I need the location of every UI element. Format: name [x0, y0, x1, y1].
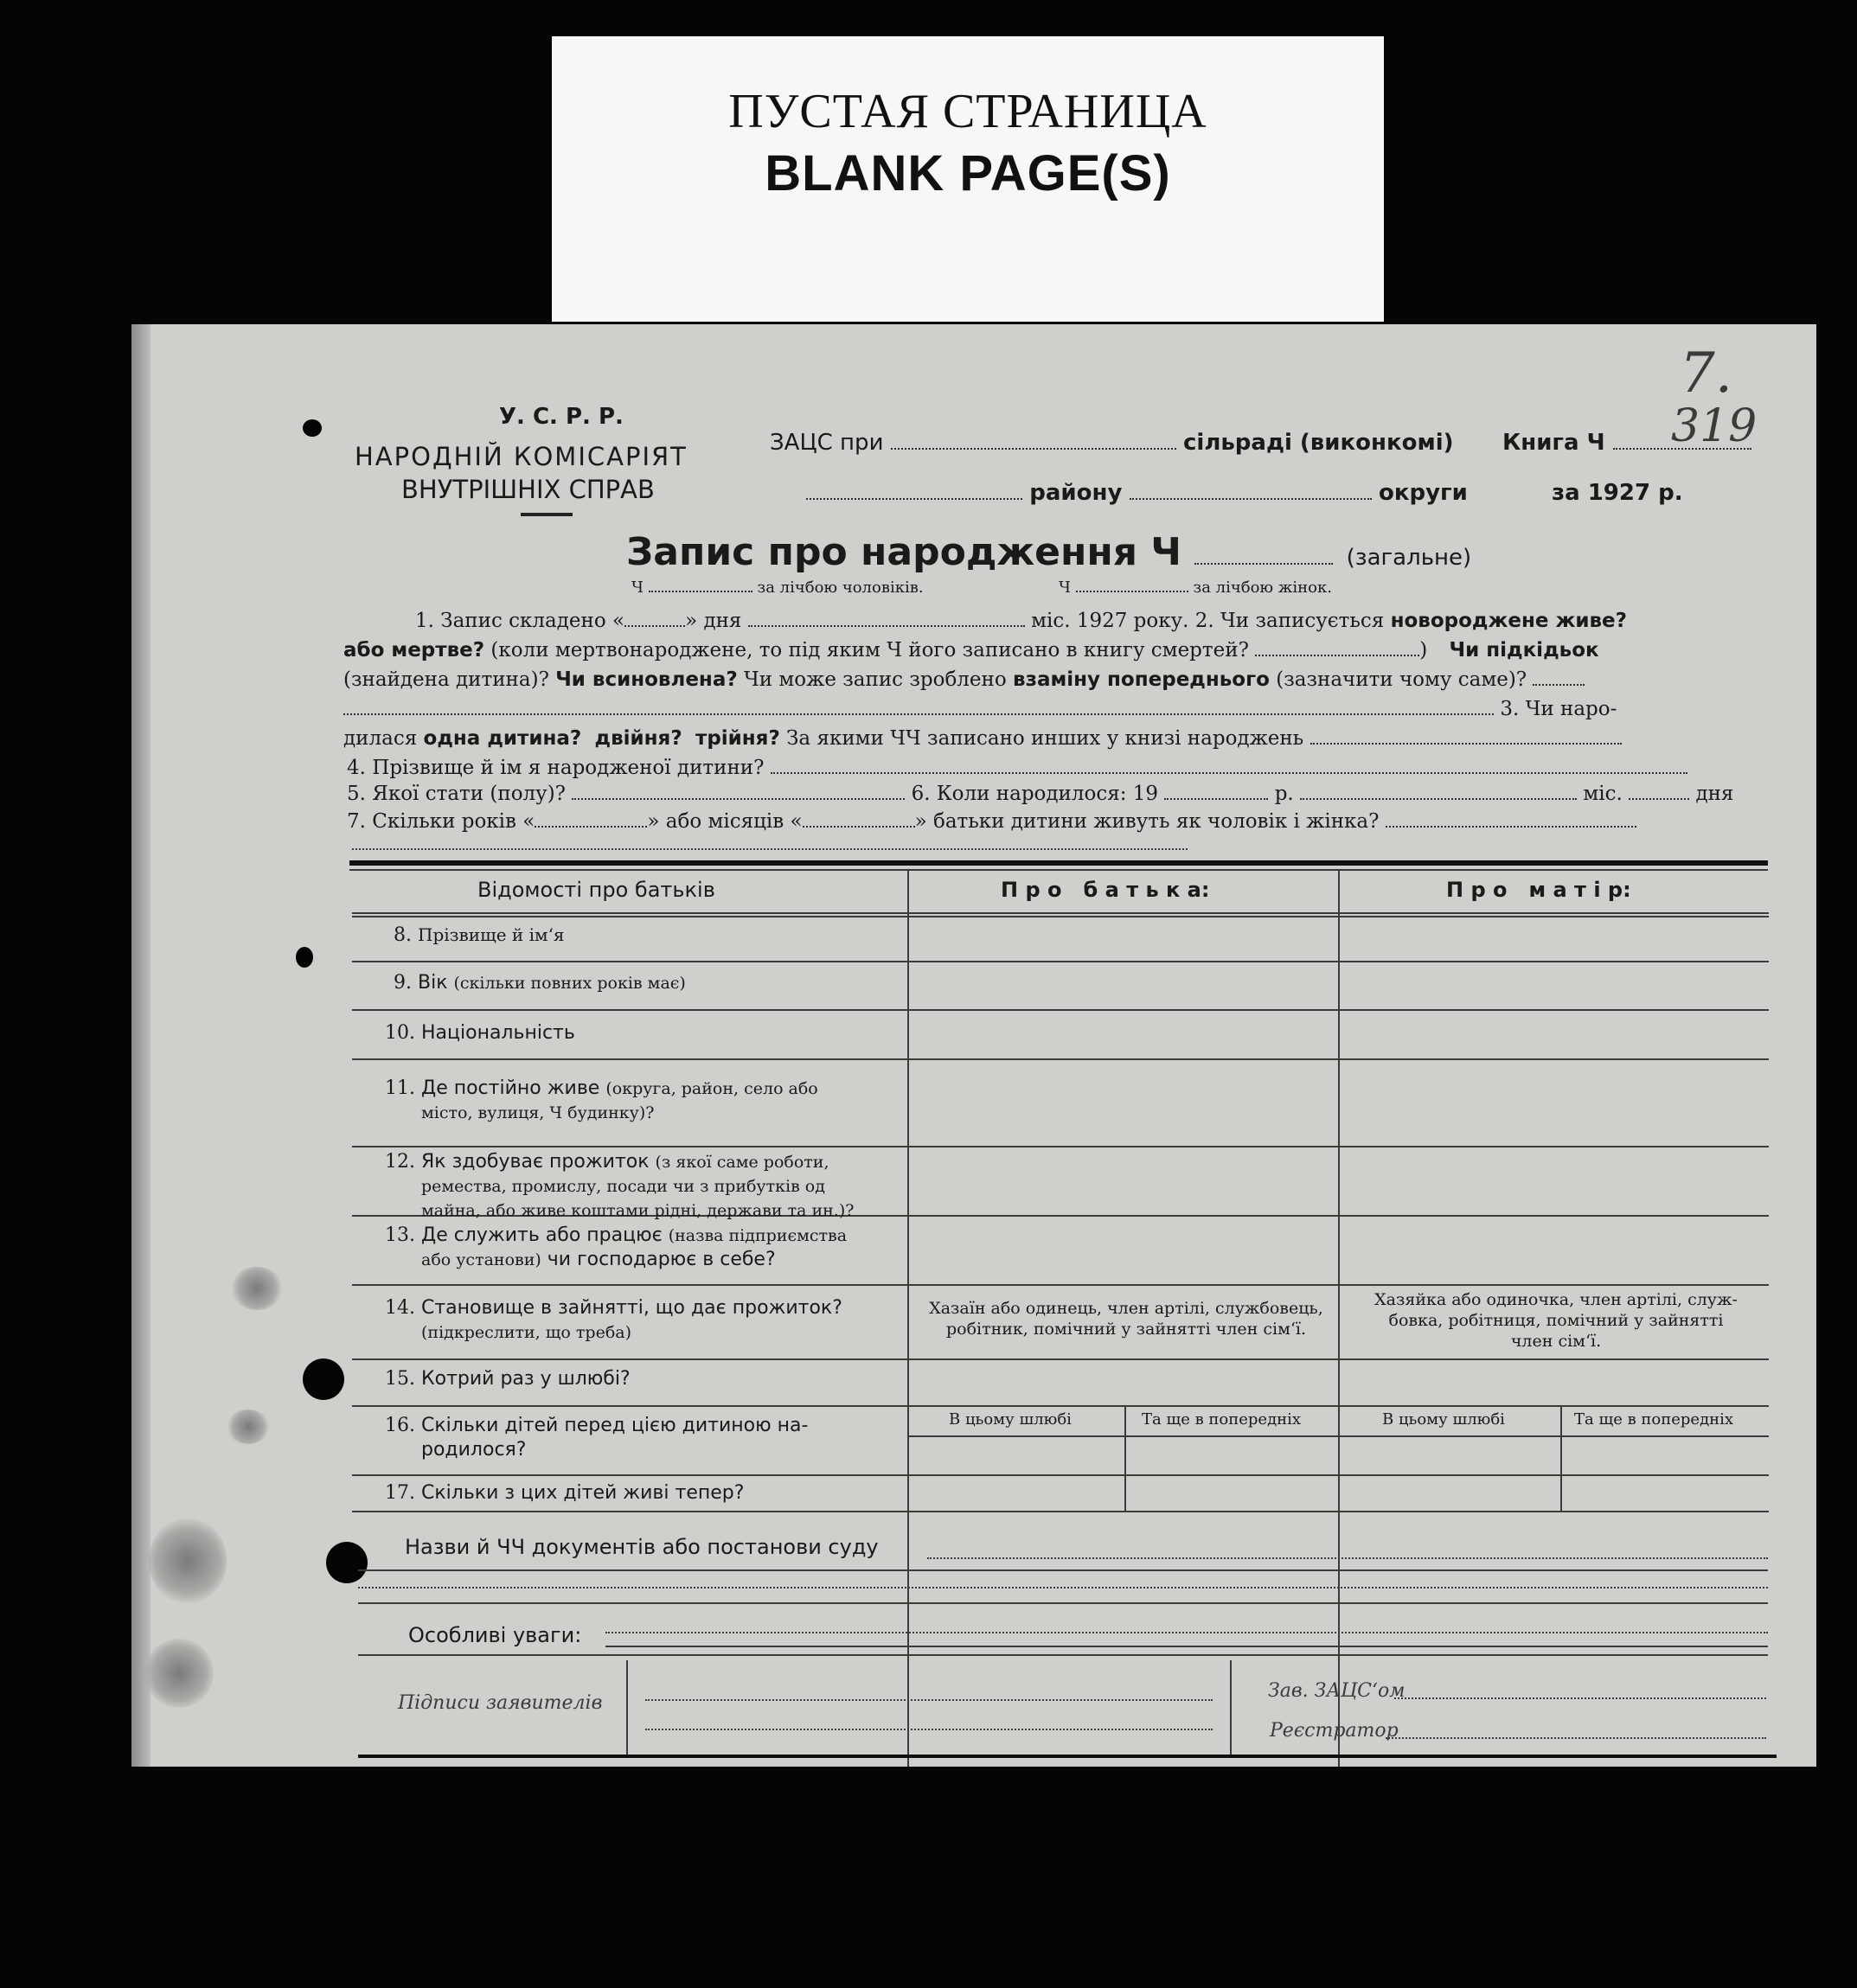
- row-rule: [352, 1358, 1769, 1360]
- stain: [227, 1409, 270, 1444]
- q7-month-suffix: міс.: [1583, 783, 1623, 805]
- form-title-general: (загальне): [1346, 545, 1472, 571]
- q1-day-field[interactable]: [624, 624, 685, 627]
- raionu-text: району: [1029, 480, 1123, 506]
- row-16-note: родилося?: [421, 1439, 527, 1461]
- row-8-number: 8.: [394, 924, 412, 946]
- district-line: [806, 480, 1468, 506]
- row-15-number: 15.: [385, 1368, 415, 1390]
- punch-hole: [326, 1542, 368, 1583]
- notes-rule: [605, 1646, 1768, 1647]
- q7-year-field[interactable]: [1164, 797, 1268, 800]
- silradi-text: сільраді (виконкомі): [1183, 430, 1454, 456]
- q8-couple-text: » батьки дитини живуть як чоловік і жінка?: [914, 810, 1380, 833]
- table-top-rule: [349, 860, 1768, 866]
- q1-line: [415, 610, 1627, 632]
- book-text: Книга Ч: [1502, 430, 1605, 456]
- row-14-note: (підкреслити, що треба): [421, 1323, 632, 1342]
- documents-label: Назви й ЧЧ документів або постанови суду: [405, 1535, 879, 1559]
- applicant-signature-line-1[interactable]: [645, 1699, 1213, 1701]
- q8-months-field[interactable]: [803, 825, 915, 828]
- row-8: [394, 923, 565, 948]
- row-15-label: Котрий раз у шлюбі?: [421, 1368, 631, 1390]
- q3-line: [343, 668, 1585, 691]
- row-rule: [352, 1058, 1769, 1060]
- row-8-label: Прізвище й ім‘я: [418, 924, 565, 945]
- q1-text-c: міс. 1927 року. 2. Чи записується: [1031, 610, 1385, 632]
- row-rule: [352, 1146, 1769, 1147]
- men-ch: Ч: [631, 579, 644, 597]
- q3-reason-field-2[interactable]: [343, 713, 1494, 715]
- row-13-label: Де служить або працює: [421, 1224, 663, 1246]
- notes-rule-2: [358, 1654, 1768, 1656]
- col-header-father: П р о б а т ь к а:: [1001, 878, 1210, 902]
- father-status-line-2: робітник, помічний у зайнятті член сім‘ї.: [945, 1320, 1307, 1339]
- q5-others-text: За якими ЧЧ записано инших у книзі народжень: [786, 727, 1304, 750]
- q3-reason-text: (зазначити чому саме)?: [1276, 668, 1527, 691]
- subcol-divider-father: [1124, 1405, 1126, 1511]
- father-prev-marriage: Та ще в попередніх: [1142, 1410, 1302, 1429]
- applicant-signature-line-2[interactable]: [645, 1729, 1213, 1730]
- punch-hole: [303, 419, 322, 437]
- q5-born-text: дилася: [343, 727, 418, 750]
- men-count-field[interactable]: [649, 590, 752, 592]
- q7-day-suffix: дня: [1695, 783, 1734, 805]
- row-12: [385, 1150, 854, 1223]
- row-12-note: (з якої саме роботи,: [655, 1153, 829, 1172]
- q7-year-suffix: р.: [1274, 783, 1294, 805]
- col-header-parents: Відомості про батьків: [477, 878, 715, 902]
- women-count-text: за лічбою жінок.: [1193, 579, 1332, 597]
- father-status-options[interactable]: [919, 1298, 1334, 1339]
- q1-month-field[interactable]: [748, 624, 1025, 627]
- mother-status-options[interactable]: [1344, 1289, 1768, 1352]
- row-11-note: (округа, район, село або: [605, 1079, 818, 1098]
- q1-text-a: 1. Запис складено «: [415, 610, 625, 632]
- okrugy-text: округи: [1378, 480, 1468, 506]
- row-13-note2b: чи господарює в себе?: [547, 1249, 776, 1270]
- district-field[interactable]: [806, 497, 1022, 500]
- q8-years-field[interactable]: [535, 825, 647, 828]
- q8-line: [347, 810, 1636, 833]
- row-15: [385, 1367, 631, 1391]
- q8-years-text: 7. Скільки років «: [347, 810, 535, 833]
- record-number-field[interactable]: [1194, 562, 1333, 565]
- commissariat-line-2: ВНУТРІШНІХ СПРАВ: [401, 475, 655, 504]
- row-13-number: 13.: [385, 1224, 415, 1246]
- row-12-note3: майна, або живе коштами рідні, держави та ин.)?: [421, 1201, 855, 1220]
- notes-label: Особливі уваги:: [408, 1623, 582, 1647]
- birth-record-form: [131, 324, 1816, 1767]
- q7-born-when-text: 6. Коли народилося: 19: [911, 783, 1159, 805]
- documents-rule: [358, 1569, 1768, 1571]
- signature-divider-left: [626, 1660, 628, 1757]
- subcol-divider-mother: [1560, 1405, 1562, 1511]
- col-header-mother: П р о м а т і р:: [1446, 878, 1631, 902]
- q5-triplets-text: трійня?: [695, 727, 780, 750]
- row-13-note2: або установи): [421, 1250, 541, 1269]
- row-17-number: 17.: [385, 1482, 415, 1504]
- zacs-head-signature[interactable]: [1394, 1697, 1766, 1699]
- mother-status-line-1: Хазяйка або одиночка, член артілі, служ-: [1374, 1290, 1738, 1309]
- handwritten-book-number: 319: [1671, 400, 1758, 452]
- q5-single-text: одна дитина?: [423, 727, 582, 750]
- q4-line: [343, 698, 1617, 720]
- q7-sex-text: 5. Якої стати (полу)?: [347, 783, 566, 805]
- row-13: [385, 1224, 847, 1272]
- documents-field: [927, 1557, 1768, 1559]
- row-12-number: 12.: [385, 1151, 415, 1173]
- row-rule: [352, 1405, 1769, 1407]
- row-rule: [352, 1511, 1769, 1512]
- women-count-field[interactable]: [1076, 590, 1188, 592]
- form-title-text: Запис про народження Ч: [626, 530, 1181, 574]
- stain: [149, 1518, 227, 1604]
- row-11-note2: місто, вулиця, Ч будинку)?: [421, 1103, 655, 1122]
- notes-field: [605, 1632, 1768, 1633]
- q8-extra-line: [352, 848, 1188, 850]
- row-11: [385, 1077, 818, 1125]
- handwritten-page-number: 7.: [1680, 342, 1733, 406]
- punch-hole: [296, 947, 313, 968]
- subheader-rule-father: [908, 1435, 1338, 1437]
- q2-death-number-field[interactable]: [1255, 654, 1419, 656]
- year-label: за 1927 р.: [1552, 480, 1683, 506]
- q7-month-field[interactable]: [1300, 797, 1577, 800]
- q6-line: [343, 757, 1687, 779]
- q5-twins-text: двійня?: [594, 727, 682, 750]
- q7-day-field[interactable]: [1629, 797, 1689, 800]
- signature-divider-right: [1230, 1660, 1232, 1757]
- row-12-note2: ремества, промислу, посади чи з прибутків од: [421, 1177, 825, 1196]
- q2-alive-text: новороджене живе?: [1390, 610, 1627, 632]
- applicant-signatures-label: Підписи заявителів: [398, 1692, 603, 1714]
- mother-status-line-3: член сім‘ї.: [1510, 1332, 1602, 1351]
- q8-months-text: » або місяців «: [647, 810, 803, 833]
- q3-replace-text: Чи може запис зроблено: [744, 668, 1007, 691]
- form-title: [626, 530, 1471, 574]
- row-12-label: Як здобуває прожиток: [421, 1151, 650, 1173]
- q7-line: [347, 783, 1733, 805]
- men-count-text: за лічбою чоловіків.: [757, 579, 924, 597]
- q5-others-field[interactable]: [1310, 742, 1622, 745]
- row-9: [394, 971, 686, 995]
- q8-couple-field[interactable]: [1386, 825, 1636, 828]
- mother-status-line-2: бовка, робітниця, помічний у зайнятті: [1388, 1311, 1724, 1330]
- commissariat-underline: [521, 513, 573, 516]
- okrug-field[interactable]: [1130, 497, 1372, 500]
- zacs-head-label: Зав. ЗАЦС‘ом: [1268, 1680, 1406, 1702]
- row-14: [385, 1296, 842, 1345]
- q3-twins-lead: 3. Чи наро-: [1500, 698, 1617, 720]
- bottom-rule: [358, 1755, 1777, 1758]
- row-rule: [352, 1284, 1769, 1286]
- row-rule: [352, 1474, 1769, 1476]
- men-count-line: [631, 579, 924, 597]
- row-9-note: (скільки повних років має): [453, 974, 686, 993]
- row-17: [385, 1481, 744, 1505]
- blank-page-card: [552, 36, 1384, 322]
- subheader-rule-mother: [1339, 1435, 1769, 1437]
- blank-page-en: BLANK PAGE(S): [765, 145, 1171, 201]
- table-top-rule-2: [349, 869, 1768, 871]
- q2-dead-text: або мертве?: [343, 639, 485, 662]
- row-rule: [352, 1009, 1769, 1011]
- row-17-label: Скільки з цих дітей живі тепер?: [421, 1482, 745, 1504]
- q2-note: (коли мертвонароджене, то під яким Ч його записано в книгу смертей?: [490, 639, 1249, 662]
- q3-adopted-text: Чи всиновлена?: [555, 668, 738, 691]
- row-10-label: Національність: [421, 1022, 575, 1044]
- q2-foundling-text: Чи підкідьок: [1449, 639, 1599, 662]
- row-16: [385, 1414, 808, 1462]
- q6-name-text: 4. Прізвище й ім я народженої дитини?: [347, 757, 765, 779]
- mother-this-marriage: В цьому шлюбі: [1382, 1410, 1505, 1429]
- row-13-note: (назва підприємства: [668, 1226, 848, 1245]
- row-9-number: 9.: [394, 972, 412, 994]
- q5-line: [343, 727, 1622, 750]
- q3-found-text: (знайдена дитина)?: [343, 668, 549, 691]
- zacs-field[interactable]: [891, 447, 1176, 450]
- registrar-label: Реєстратор: [1270, 1720, 1399, 1742]
- row-9-label: Вік: [418, 972, 448, 994]
- q1-text-b: » дня: [685, 610, 742, 632]
- q3-replace-bold: взаміну попереднього: [1013, 668, 1270, 691]
- row-11-label: Де постійно живе: [421, 1077, 600, 1099]
- documents-rule-2: [358, 1602, 1768, 1604]
- stain: [231, 1267, 283, 1310]
- father-status-line-1: Хазаїн або одинець, член артілі, службовець,: [929, 1299, 1323, 1318]
- q2-line: [343, 639, 1599, 662]
- q3-reason-field[interactable]: [1533, 683, 1585, 686]
- q6-name-field[interactable]: [771, 771, 1687, 774]
- documents-field-2: [358, 1587, 1768, 1588]
- father-this-marriage: В цьому шлюбі: [949, 1410, 1072, 1429]
- table-header-rule: [352, 912, 1769, 914]
- zacs-text: ЗАЦС при: [770, 430, 884, 456]
- table-header-rule-2: [352, 916, 1769, 917]
- women-count-line: [1059, 579, 1332, 597]
- women-ch: Ч: [1059, 579, 1071, 597]
- row-10-number: 10.: [385, 1022, 415, 1044]
- row-16-label: Скільки дітей перед цією дитиною на-: [421, 1415, 809, 1436]
- mother-prev-marriage: Та ще в попередніх: [1574, 1410, 1734, 1429]
- blank-page-ru: ПУСТАЯ СТРАНИЦА: [728, 85, 1207, 138]
- q7-sex-field[interactable]: [572, 797, 905, 800]
- registrar-signature[interactable]: [1386, 1737, 1766, 1739]
- q2-close: ): [1419, 639, 1428, 662]
- row-11-number: 11.: [385, 1077, 415, 1099]
- row-14-number: 14.: [385, 1297, 415, 1319]
- punch-hole: [303, 1358, 344, 1400]
- row-10: [385, 1021, 575, 1045]
- row-14-label: Становище в зайнятті, що дає прожиток?: [421, 1297, 842, 1319]
- stain: [144, 1639, 214, 1708]
- zacs-label: [770, 430, 1454, 456]
- row-rule: [352, 961, 1769, 962]
- commissariat-line-1: НАРОДНІЙ КОМІСАРІЯТ: [355, 442, 688, 471]
- row-16-number: 16.: [385, 1415, 415, 1436]
- ussr-label: У. С. Р. Р.: [499, 404, 624, 430]
